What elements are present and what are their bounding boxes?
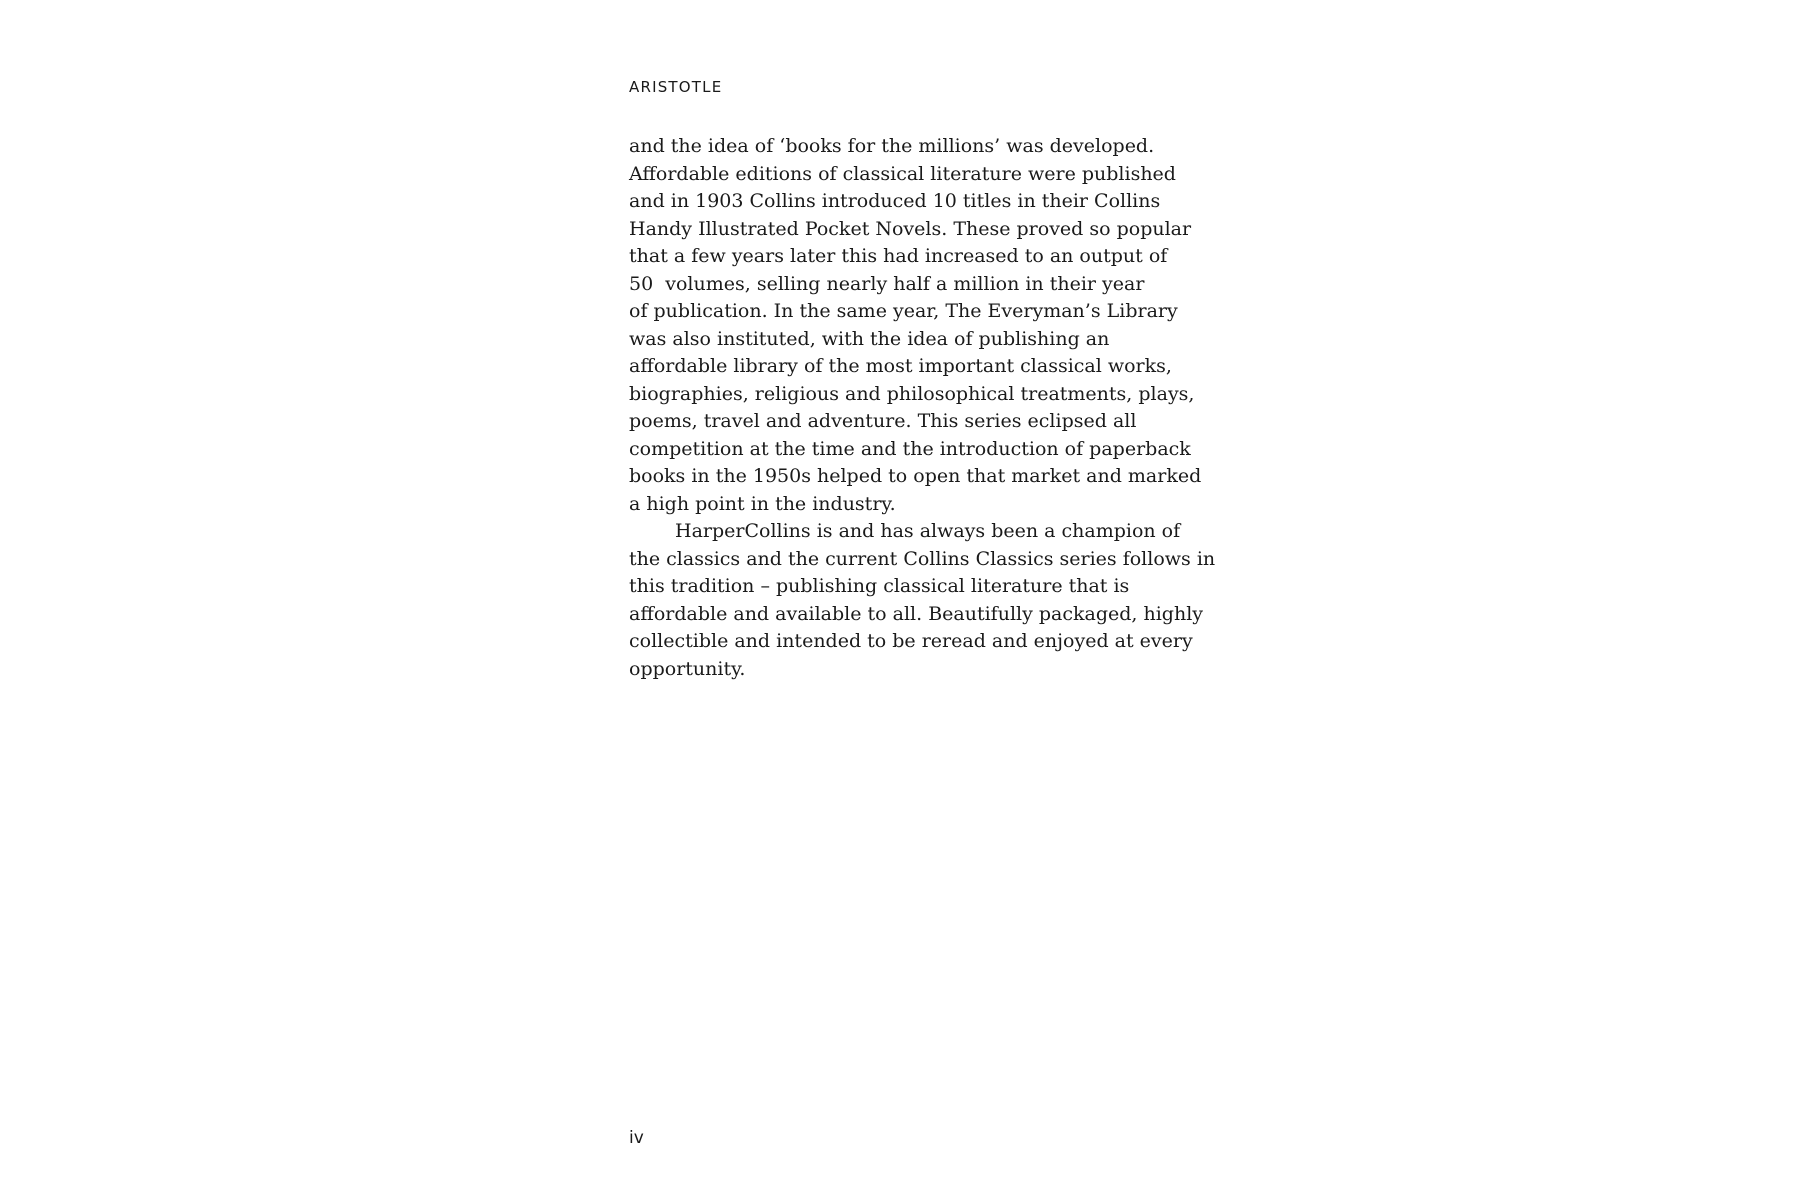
text-line: was also instituted, with the idea of publishing an [629,327,1110,350]
text-line: affordable library of the most important classical works, [629,355,1172,377]
text-line: 50 volumes, selling nearly half a million in their year [629,272,1145,295]
text-line: poems, travel and adventure. This series eclipsed all [629,410,1137,432]
text-line: Affordable editions of classical literature were published [629,162,1176,185]
text-line: the classics and the current Collins Classics series follows in [629,547,1216,570]
text-line: opportunity. [629,657,746,680]
body-text [629,133,1216,683]
text-line: affordable and available to all. Beautifully packaged, highly [629,602,1204,625]
paragraph-first-line: HarperCollins is and has always been a champion of [675,520,1181,542]
text-line: this tradition – publishing classical literature that is [629,575,1130,597]
text-line: of publication. In the same year, The Everyman’s Library [629,300,1178,322]
text-line: competition at the time and the introduction of paperback [629,437,1191,460]
text-line: books in the 1950s helped to open that market and marked [629,465,1202,487]
text-line: biographies, religious and philosophical treatments, plays, [629,382,1195,405]
text-line: and in 1903 Collins introduced 10 titles in their Collins [629,190,1161,212]
page-number: iv [629,1128,644,1148]
text-line: that a few years later this had increased to an output of [629,245,1168,267]
text-line: Handy Illustrated Pocket Novels. These proved so popular [629,217,1192,240]
text-line: and the idea of ‘books for the millions’ was developed. [629,135,1155,157]
running-head: ARISTOTLE [629,78,723,96]
text-line: collectible and intended to be reread and enjoyed at every [629,630,1193,652]
text-line: a high point in the industry. [629,492,896,515]
